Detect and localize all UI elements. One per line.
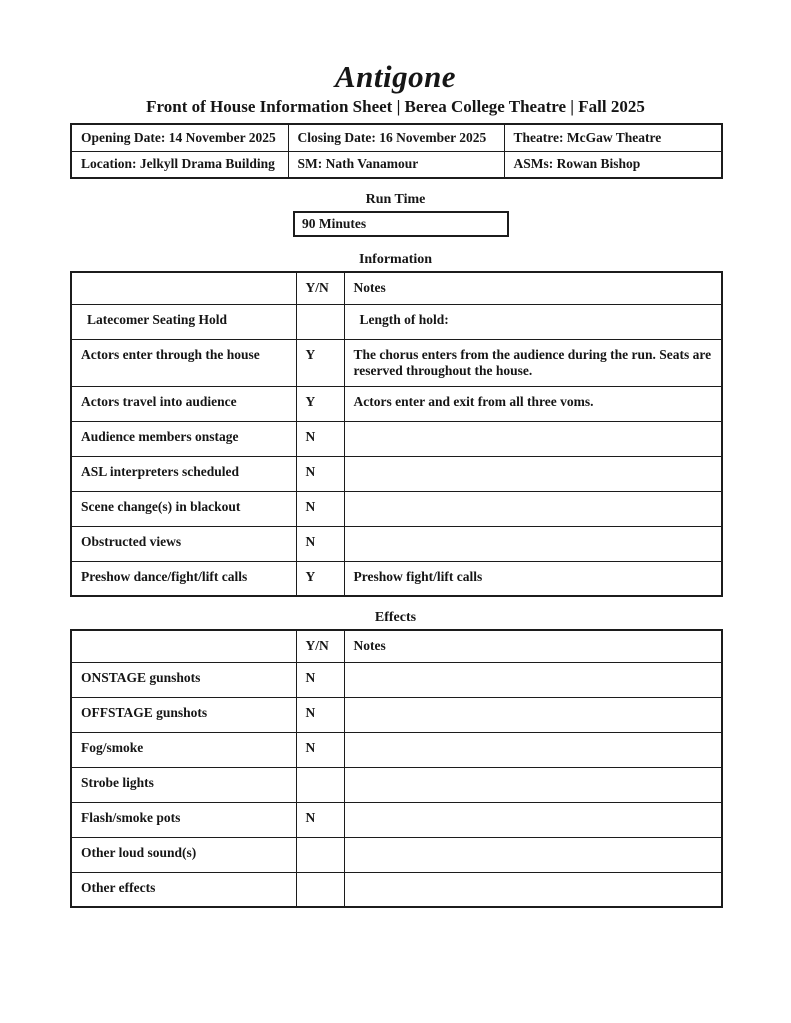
table-row xyxy=(71,491,722,526)
table-row xyxy=(71,872,722,907)
yn-column-header: Y/N xyxy=(296,630,344,662)
production-info-table xyxy=(70,123,723,179)
row-yn-value: Y xyxy=(296,561,344,596)
row-label: Latecomer Seating Hold xyxy=(71,304,296,339)
row-notes xyxy=(344,837,722,872)
row-yn-value: N xyxy=(296,802,344,837)
production-info-row xyxy=(71,124,722,151)
row-yn-value: N xyxy=(296,491,344,526)
row-label: Other effects xyxy=(71,872,296,907)
effects-header-empty-cell xyxy=(71,630,296,662)
row-label: Scene change(s) in blackout xyxy=(71,491,296,526)
table-row xyxy=(71,837,722,872)
show-title: Antigone xyxy=(334,59,457,94)
effects-heading: Effects xyxy=(374,610,417,626)
notes-column-header: Notes xyxy=(344,630,722,662)
table-row xyxy=(71,802,722,837)
asms-cell: ASMs: Rowan Bishop xyxy=(504,151,722,178)
document-subtitle: Front of House Information Sheet | Berea College Theatre | Fall 2025 xyxy=(146,97,645,117)
row-notes xyxy=(344,662,722,697)
information-header-row xyxy=(71,272,722,304)
information-table xyxy=(70,271,723,597)
row-yn-value: Y xyxy=(296,339,344,386)
row-notes xyxy=(344,872,722,907)
row-label: Other loud sound(s) xyxy=(71,837,296,872)
closing-date-cell: Closing Date: 16 November 2025 xyxy=(288,124,504,151)
table-row xyxy=(71,456,722,491)
yn-column-header: Y/N xyxy=(296,272,344,304)
row-yn-value xyxy=(296,304,344,339)
run-time-heading: Run Time xyxy=(365,192,426,208)
row-label: Fog/smoke xyxy=(71,732,296,767)
effects-table xyxy=(70,629,723,908)
row-notes xyxy=(344,732,722,767)
document-content xyxy=(70,0,721,908)
table-row xyxy=(71,526,722,561)
row-notes xyxy=(344,491,722,526)
effects-header-row xyxy=(71,630,722,662)
row-yn-value xyxy=(296,872,344,907)
table-row xyxy=(71,386,722,421)
location-cell: Location: Jelkyll Drama Building xyxy=(71,151,288,178)
table-row xyxy=(71,304,722,339)
row-yn-value: N xyxy=(296,662,344,697)
run-time-value: 90 Minutes xyxy=(302,216,367,232)
row-label: Actors travel into audience xyxy=(71,386,296,421)
row-notes: The chorus enters from the audience during the run. Seats are reserved throughout the house. xyxy=(344,339,722,386)
table-row xyxy=(71,339,722,386)
table-row xyxy=(71,561,722,596)
row-label: Flash/smoke pots xyxy=(71,802,296,837)
row-yn-value: N xyxy=(296,732,344,767)
row-notes xyxy=(344,526,722,561)
row-notes: Length of hold: xyxy=(344,304,722,339)
notes-column-header: Notes xyxy=(344,272,722,304)
row-label: Actors enter through the house xyxy=(71,339,296,386)
row-notes xyxy=(344,421,722,456)
production-info-row xyxy=(71,151,722,178)
row-yn-value xyxy=(296,767,344,802)
theatre-cell: Theatre: McGaw Theatre xyxy=(504,124,722,151)
table-row xyxy=(71,697,722,732)
row-label: ASL interpreters scheduled xyxy=(71,456,296,491)
row-label: Audience members onstage xyxy=(71,421,296,456)
row-yn-value: N xyxy=(296,456,344,491)
information-header-empty-cell xyxy=(71,272,296,304)
table-row xyxy=(71,732,722,767)
row-label: OFFSTAGE gunshots xyxy=(71,697,296,732)
row-yn-value xyxy=(296,837,344,872)
row-notes xyxy=(344,802,722,837)
opening-date-cell: Opening Date: 14 November 2025 xyxy=(71,124,288,151)
row-notes xyxy=(344,697,722,732)
run-time-value-box xyxy=(293,211,509,237)
row-notes xyxy=(344,767,722,802)
row-notes: Preshow fight/lift calls xyxy=(344,561,722,596)
stage-manager-cell: SM: Nath Vanamour xyxy=(288,151,504,178)
row-yn-value: N xyxy=(296,697,344,732)
table-row xyxy=(71,767,722,802)
row-notes xyxy=(344,456,722,491)
row-label: ONSTAGE gunshots xyxy=(71,662,296,697)
information-heading: Information xyxy=(358,252,433,268)
table-row xyxy=(71,662,722,697)
row-label: Strobe lights xyxy=(71,767,296,802)
row-label: Obstructed views xyxy=(71,526,296,561)
row-yn-value: N xyxy=(296,526,344,561)
row-yn-value: N xyxy=(296,421,344,456)
table-row xyxy=(71,421,722,456)
row-yn-value: Y xyxy=(296,386,344,421)
row-notes: Actors enter and exit from all three voms. xyxy=(344,386,722,421)
row-label: Preshow dance/fight/lift calls xyxy=(71,561,296,596)
